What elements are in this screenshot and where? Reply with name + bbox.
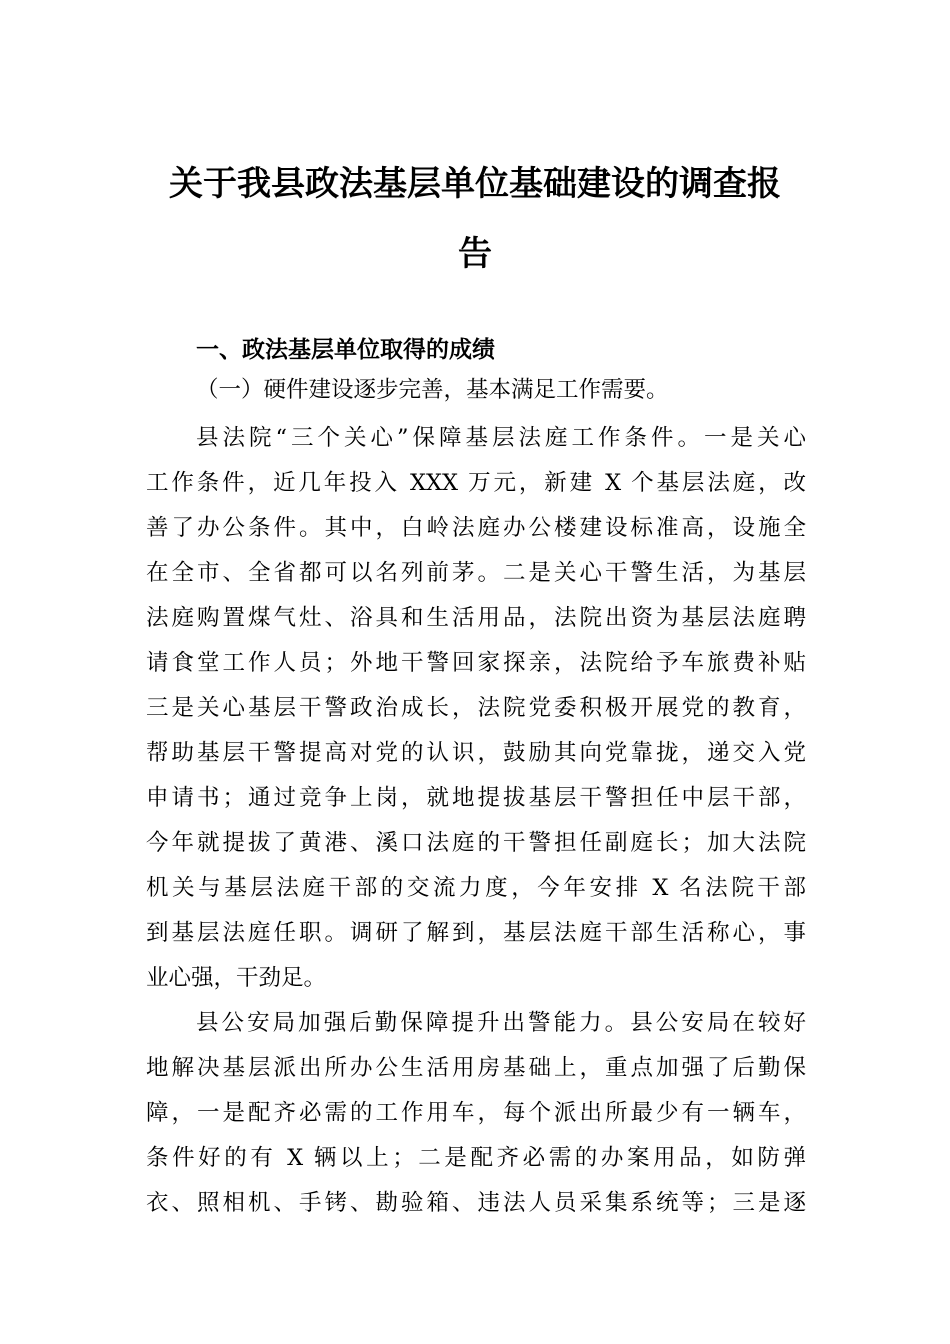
subsection-heading: （一）硬件建设逐步完善，基本满足工作需要。: [196, 377, 669, 403]
paragraph-1-line: 今年就提拔了黄港、溪口法庭的干警担任副庭长；加大法院: [146, 830, 806, 856]
paragraph-2-line: 条件好的有 X 辆以上；二是配齐必需的办案用品，如防弹: [146, 1145, 806, 1171]
paragraph-1-line: 申请书；通过竞争上岗，就地提拔基层干警担任中层干部，: [146, 785, 806, 811]
paragraph-2-line: 障，一是配齐必需的工作用车，每个派出所最少有一辆车，: [146, 1100, 806, 1126]
paragraph-1-line: 业心强，干劲足。: [146, 965, 327, 991]
paragraph-1-line: 机关与基层法庭干部的交流力度，今年安排 X 名法院干部: [146, 875, 806, 901]
paragraph-1-line: 在全市、全省都可以名列前茅。二是关心干警生活，为基层: [146, 560, 806, 586]
paragraph-2-line: 县公安局加强后勤保障提升出警能力。县公安局在较好: [196, 1010, 806, 1036]
paragraph-2-line: 地解决基层派出所办公生活用房基础上，重点加强了后勤保: [146, 1055, 806, 1081]
paragraph-1-line: 到基层法庭任职。调研了解到，基层法庭干部生活称心，事: [146, 920, 806, 946]
paragraph-2-line: 衣、照相机、手铐、勘验箱、违法人员采集系统等；三是逐: [146, 1190, 806, 1216]
paragraph-1-line: 法庭购置煤气灶、浴具和生活用品，法院出资为基层法庭聘: [146, 605, 806, 631]
paragraph-1-line: 三是关心基层干警政治成长，法院党委积极开展党的教育，: [146, 695, 806, 721]
document-title-line-2: 告: [458, 234, 492, 274]
paragraph-1-line: 善了办公条件。其中，白岭法庭办公楼建设标准高，设施全: [146, 515, 806, 541]
paragraph-1-line: 请食堂工作人员；外地干警回家探亲，法院给予车旅费补贴: [146, 650, 806, 676]
paragraph-1-line: 帮助基层干警提高对党的认识，鼓励其向党靠拢，递交入党: [146, 740, 806, 766]
document-title-line-1: 关于我县政法基层单位基础建设的调查报: [169, 164, 781, 204]
paragraph-1-line: 工作条件，近几年投入 XXX 万元，新建 X 个基层法庭，改: [146, 470, 806, 496]
section-heading: 一、政法基层单位取得的成绩: [196, 337, 495, 363]
paragraph-1-line: 县法院“三个关心”保障基层法庭工作条件。一是关心: [196, 425, 806, 451]
